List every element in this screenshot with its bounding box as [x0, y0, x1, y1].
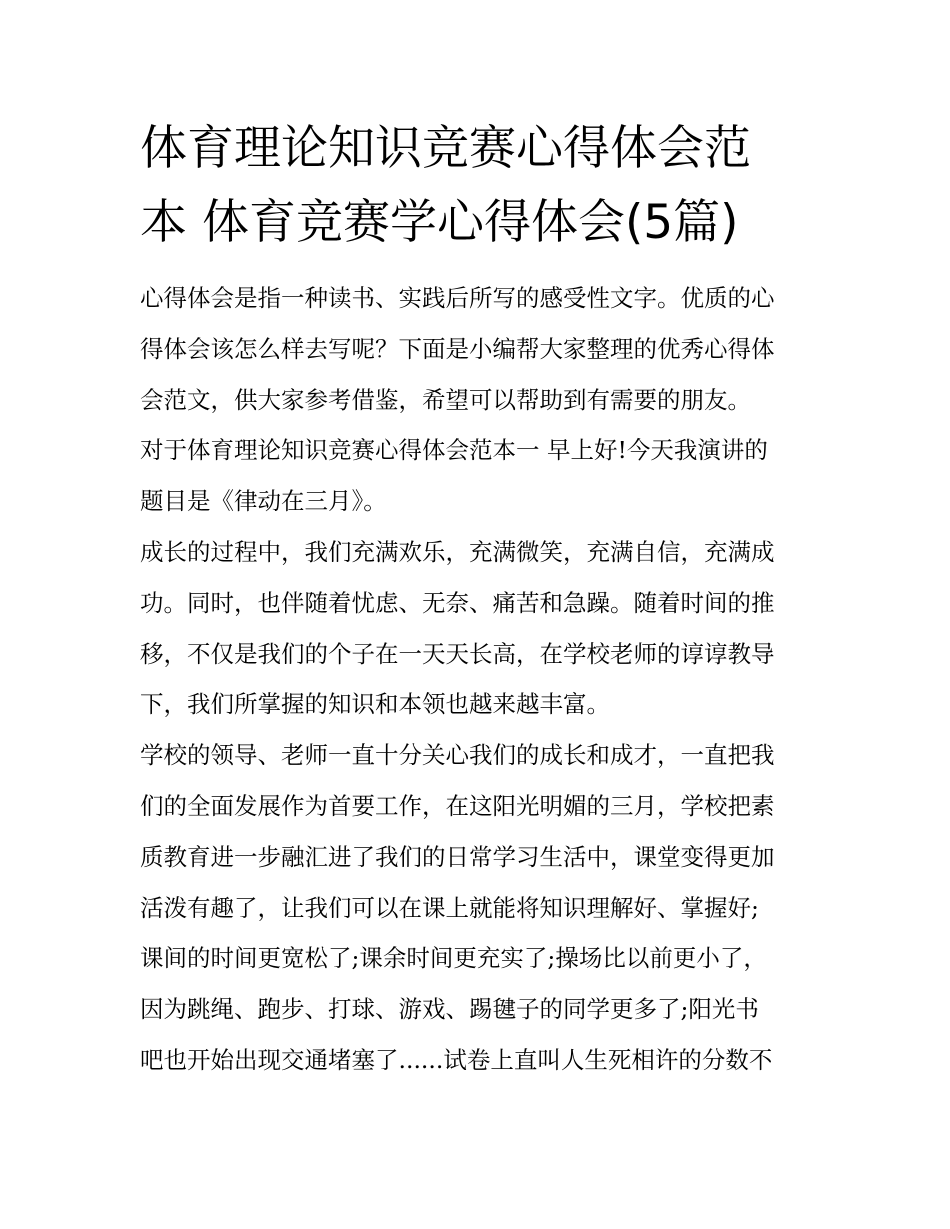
paragraph-growth: [140, 527, 820, 730]
document-body: [140, 273, 820, 1086]
text-line: 学校的领导、老师一直十分关心我们的成长和成才，一直把我: [140, 741, 775, 770]
text-line: 课间的时间更宽松了;课余时间更充实了;操场比以前更小了，: [140, 944, 767, 973]
text-line: 们的全面发展作为首要工作，在这阳光明媚的三月，学校把素: [140, 791, 775, 820]
text-line: 成长的过程中，我们充满欢乐，充满微笑，充满自信，充满成: [140, 537, 775, 566]
text-line: 吧也开始出现交通堵塞了......试卷上直叫人生死相许的分数不: [140, 1045, 773, 1074]
text-line: 得体会该怎么样去写呢？下面是小编帮大家整理的优秀心得体: [140, 334, 775, 363]
text-line: 因为跳绳、跑步、打球、游戏、踢毽子的同学更多了;阳光书: [140, 995, 759, 1024]
text-line: 质教育进一步融汇进了我们的日常学习生活中，课堂变得更加: [140, 842, 775, 871]
text-line: 心得体会是指一种读书、实践后所写的感受性文字。优质的心: [140, 284, 775, 312]
text-line: 对于体育理论知识竞赛心得体会范本一 早上好!今天我演讲的: [140, 436, 768, 465]
text-line: 功。同时，也伴随着忧虑、无奈、痛苦和急躁。随着时间的推: [140, 588, 775, 617]
paragraph-speech-opening: [140, 425, 820, 527]
title-line: 本 体育竞赛学心得体会(5篇): [140, 195, 739, 250]
text-line: 移，不仅是我们的个子在一天天长高，在学校老师的谆谆教导: [140, 639, 775, 668]
text-line: 题目是《律动在三月》。: [140, 487, 387, 516]
text-line: 下，我们所掌握的知识和本领也越来越丰富。: [140, 690, 610, 719]
text-line: 会范文，供大家参考借鉴，希望可以帮助到有需要的朋友。: [140, 385, 751, 414]
paragraph-school: [140, 730, 820, 1086]
title-line: 体育理论知识竞赛心得体会范: [140, 121, 751, 176]
document-title: [140, 112, 820, 260]
document-content: [140, 112, 820, 1086]
paragraph-intro: [140, 273, 820, 425]
text-line: 活泼有趣了，让我们可以在课上就能将知识理解好、掌握好;: [140, 893, 759, 922]
